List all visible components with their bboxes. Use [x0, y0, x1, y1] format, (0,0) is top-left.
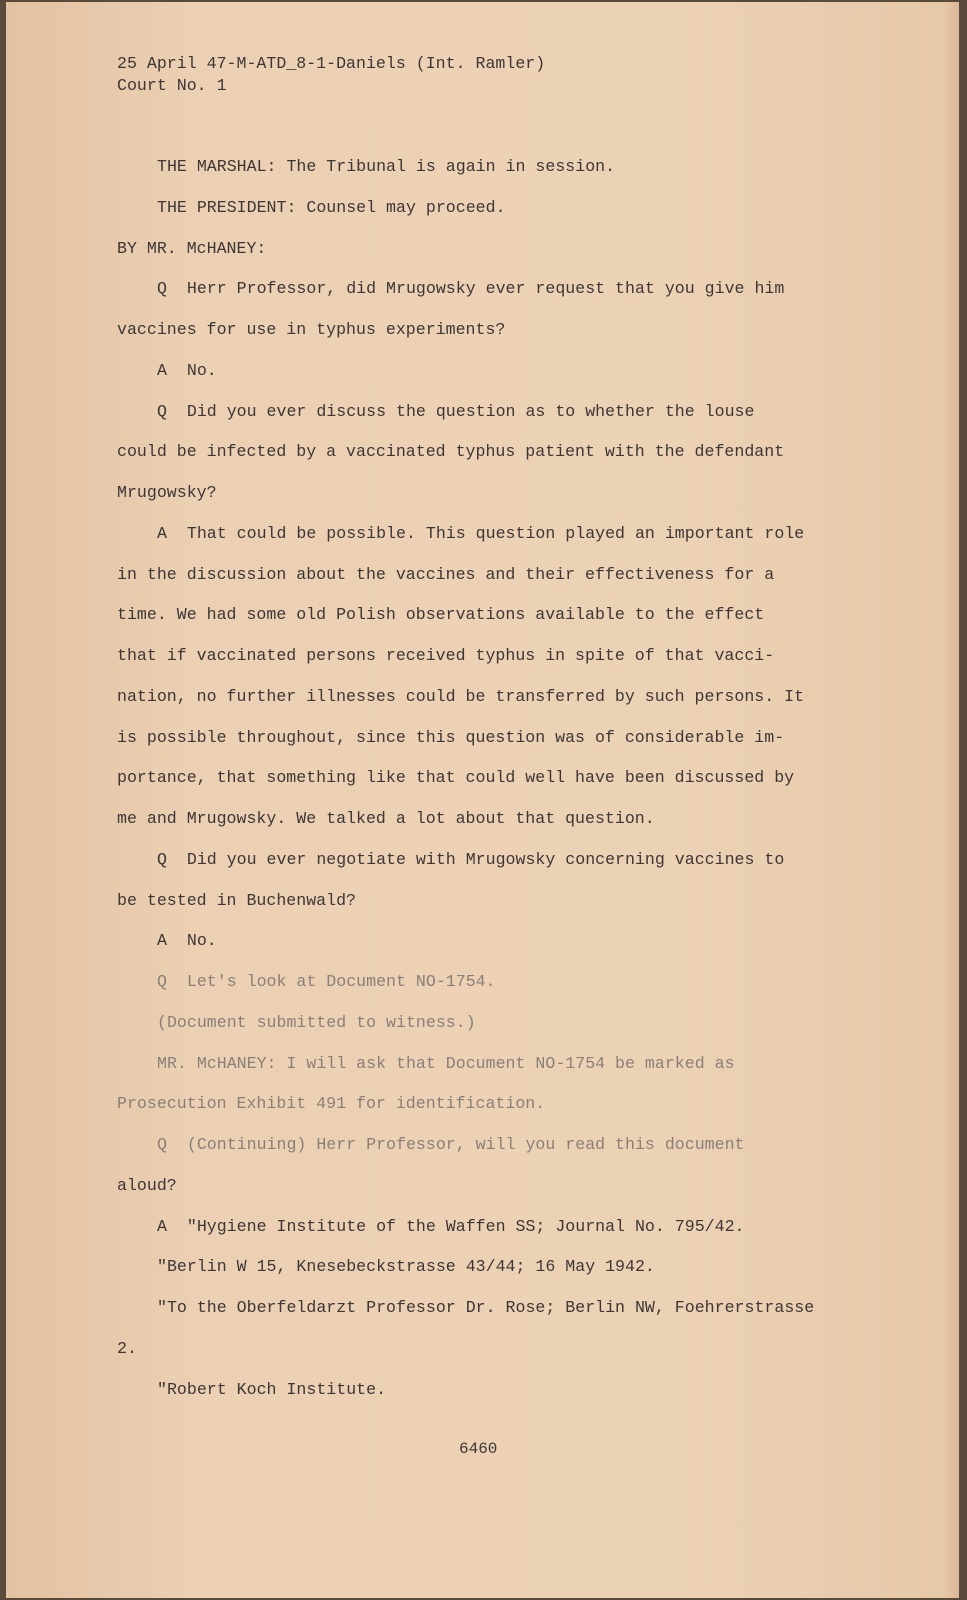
transcript-line: A No.: [157, 360, 217, 380]
transcript-line: in the discussion about the vaccines and their effectiveness for a: [117, 564, 775, 584]
transcript-line: could be infected by a vaccinated typhus patient with the defendant: [117, 442, 785, 462]
transcript-line: Q Did you ever negotiate with Mrugowsky concerning vaccines to: [157, 849, 785, 869]
transcript-line: Q (Continuing) Herr Professor, will you read this document: [157, 1135, 745, 1154]
transcript-line: be tested in Buchenwald?: [117, 890, 356, 910]
header-court-line: Court No. 1: [117, 76, 227, 95]
transcript-line: Prosecution Exhibit 491 for identification.: [117, 1094, 546, 1114]
transcript-line: 2.: [117, 1338, 137, 1358]
transcript-line: A "Hygiene Institute of the Waffen SS; Journal No. 795/42.: [157, 1216, 745, 1236]
document-page: [6, 2, 959, 1598]
transcript-line: BY MR. McHANEY:: [117, 238, 267, 258]
transcript-line: aloud?: [117, 1175, 177, 1195]
transcript-line: time. We had some old Polish observations available to the effect: [117, 605, 765, 625]
transcript-line: Q Herr Professor, did Mrugowsky ever request that you give him: [157, 279, 785, 299]
transcript-line: Q Let's look at Document NO-1754.: [157, 972, 496, 991]
paper-edge: [945, 2, 959, 1598]
transcript-line: Q Did you ever discuss the question as to whether the louse: [157, 401, 755, 421]
transcript-line: "Berlin W 15, Knesebeckstrasse 43/44; 16 May 1942.: [157, 1257, 655, 1277]
transcript-line: A No.: [157, 931, 217, 951]
header-case-line: 25 April 47-M-ATD_8-1-Daniels (Int. Ramler): [117, 54, 546, 73]
transcript-line: Mrugowsky?: [117, 483, 217, 502]
transcript-line: MR. McHANEY: I will ask that Document NO-1754 be marked as: [157, 1053, 735, 1073]
transcript-line: nation, no further illnesses could be transferred by such persons. It: [117, 686, 805, 706]
transcript-line: that if vaccinated persons received typhus in spite of that vacci-: [117, 646, 775, 665]
transcript-line: me and Mrugowsky. We talked a lot about that question.: [117, 809, 655, 828]
transcript-line: "To the Oberfeldarzt Professor Dr. Rose; Berlin NW, Foehrerstrasse: [157, 1298, 815, 1317]
transcript-line: vaccines for use in typhus experiments?: [117, 320, 506, 339]
transcript-line: A That could be possible. This question played an important role: [157, 523, 805, 543]
transcript-line: portance, that something like that could well have been discussed by: [117, 768, 795, 788]
transcript-line: "Robert Koch Institute.: [157, 1379, 387, 1399]
transcript-line: (Document submitted to witness.): [157, 1012, 476, 1032]
transcript-line: THE MARSHAL: The Tribunal is again in session.: [157, 157, 616, 176]
page-number: 6460: [459, 1440, 498, 1458]
transcript-line: THE PRESIDENT: Counsel may proceed.: [157, 197, 506, 217]
transcript-line: is possible throughout, since this question was of considerable im-: [117, 727, 785, 747]
